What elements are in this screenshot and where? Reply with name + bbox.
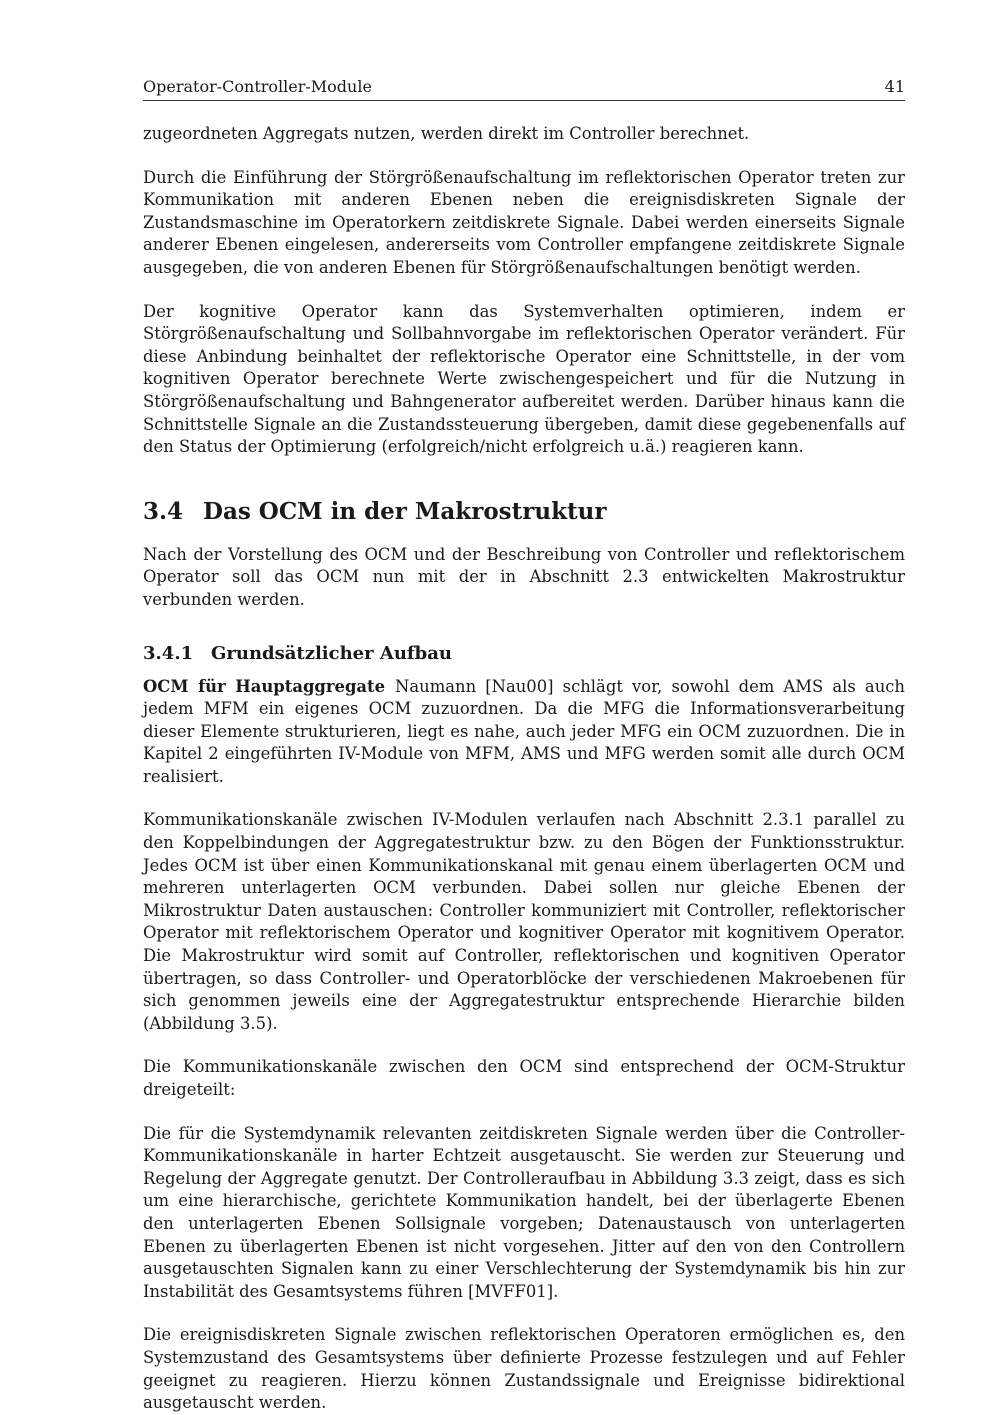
- page-number: 41: [884, 77, 905, 96]
- page: [143, 76, 905, 1415]
- runin-heading: OCM für Hauptaggregate: [143, 676, 386, 696]
- section-heading: [143, 497, 905, 527]
- paragraph: Die ereignisdiskreten Signale zwischen reflektorischen Operatoren ermöglichen es, den Systemzustand des Gesamtsystems über definierte Prozesse festzulegen und auf Fehler geeignet zu reagieren. Hierzu können Zustandssignale und Ereignisse bidirektional ausgetauscht werden.: [143, 1325, 905, 1413]
- running-header: [143, 76, 905, 101]
- runin-paragraph-text: Naumann [Nau00] schlägt vor, sowohl dem AMS als auch jedem MFM ein eigenes OCM zuzuordnen. Da die MFG die Informationsverarbeitung dieser Elemente strukturieren, liegt es nahe, auch jeder MFG ein OCM zuzuordnen. Die in Kapitel 2 eingeführten IV-Module von MFM, AMS und MFG werden somit alle durch OCM realisiert.: [143, 676, 905, 786]
- paragraph: Die Kommunikationskanäle zwischen den OCM sind entsprechend der OCM-Struktur dreigeteilt:: [143, 1057, 905, 1099]
- paragraph-with-runin: [143, 676, 905, 789]
- section-title: Das OCM in der Makrostruktur: [203, 497, 607, 525]
- paragraph: Der kognitive Operator kann das Systemverhalten optimieren, indem er Störgrößenaufschaltung und Sollbahnvorgabe im reflektorischen Operator verändert. Für diese Anbindung beinhaltet der reflektorische Operator eine Schnittstelle, in der vom kognitiven Operator berechnete Werte zwischengespeichert und für die Nutzung in Störgrößenaufschaltung und Bahngenerator aufbereitet werden. Darüber hinaus kann die Schnittstelle Signale an die Zustandssteuerung übergeben, damit diese gegebenenfalls auf den Status der Optimierung (erfolgreich/nicht erfolgreich u.ä.) reagieren kann.: [143, 301, 905, 457]
- paragraph: zugeordneten Aggregats nutzen, werden direkt im Controller berechnet.: [143, 124, 750, 143]
- paragraph: Die für die Systemdynamik relevanten zeitdiskreten Signale werden über die Controller-Kommunikationskanäle in harter Echtzeit ausgetauscht. Sie werden zur Steuerung und Regelung der Aggregate genutzt. Der Controlleraufbau in Abbildung 3.3 zeigt, dass es sich um eine hierarchische, gerichtete Kommunikation handelt, bei der überlagerte Ebenen den unterlagerten Ebenen Sollsignale vorgeben; Datenaustausch von unterlagerten Ebenen zu überlagerten Ebenen ist nicht vorgesehen. Jitter auf den von den Controllern ausgetauschten Signalen kann zu einer Verschlechterung der Systemdynamik bis hin zur Instabilität des Gesamtsystems führen [MVFF01].: [143, 1123, 905, 1301]
- subsection-number: 3.4.1: [143, 642, 194, 664]
- subsection-heading: [143, 642, 905, 666]
- running-title: Operator-Controller-Module: [143, 77, 372, 96]
- section-number: 3.4: [143, 497, 184, 525]
- paragraph: Kommunikationskanäle zwischen IV-Modulen verlaufen nach Abschnitt 2.3.1 parallel zu den Koppelbindungen der Aggregatestruktur bzw. zu den Bögen der Funktionsstruktur. Jedes OCM ist über einen Kommunikationskanal mit genau einem überlagerten OCM und mehreren unterlagerten OCM verbunden. Dabei sollen nur gleiche Ebenen der Mikrostruktur Daten austauschen: Controller kommuniziert mit Controller, reflektorischer Operator mit reflektorischem Operator und kognitiver Operator mit kognitivem Operator. Die Makrostruktur wird somit auf Controller, reflektorischen und kognitiven Operator übertragen, so dass Controller- und Operatorblöcke der verschiedenen Makroebenen für sich genommen jeweils eine der Aggregatestruktur entsprechende Hierarchie bilden (Abbildung 3.5).: [143, 810, 905, 1033]
- paragraph: Durch die Einführung der Störgrößenaufschaltung im reflektorischen Operator treten zur Kommunikation mit anderen Ebenen neben die ereignisdiskreten Signale der Zustandsmaschine im Operatorkern zeitdiskrete Signale. Dabei werden einerseits Signale anderer Ebenen eingelesen, andererseits vom Controller empfangene zeitdiskrete Signale ausgegeben, die von anderen Ebenen für Störgrößenaufschaltungen benötigt werden.: [143, 167, 905, 277]
- paragraph: Nach der Vorstellung des OCM und der Beschreibung von Controller und reflektorischem Operator soll das OCM nun mit der in Abschnitt 2.3 entwickelten Makrostruktur verbunden werden.: [143, 544, 905, 609]
- subsection-title: Grundsätzlicher Aufbau: [211, 642, 453, 664]
